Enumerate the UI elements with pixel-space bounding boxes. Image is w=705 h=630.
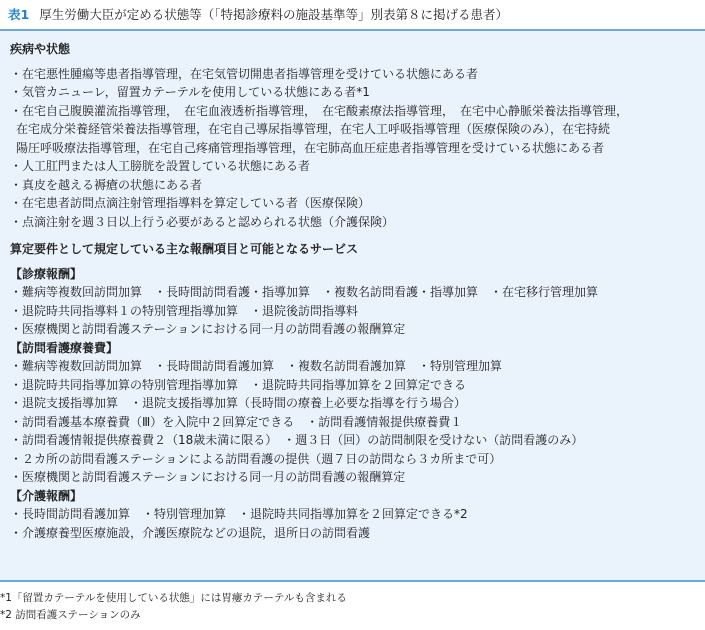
footnotes xyxy=(0,590,347,624)
service-item: ・医療機関と訪問看護ステーションにおける同一月の訪問看護の報酬算定 xyxy=(10,470,406,484)
service-item: ・長時間訪問看護加算 ・特別管理加算 ・退院時共同指導加算を２回算定できる*2 xyxy=(10,507,468,521)
condition-item: ・気管カニューレ，留置カテーテルを使用している状態にある者*1 xyxy=(10,85,370,99)
condition-item: ・点滴注射を週３日以上行う必要があると認められる状態（介護保険） xyxy=(10,214,395,229)
condition-item: ・在宅自己腹膜灌流指導管理， 在宅血液透析指導管理， 在宅酸素療法指導管理， 在宅中心静脈栄養法指導管理， xyxy=(10,103,629,118)
service-item: ・２カ所の訪問看護ステーションによる訪問看護の提供（週７日の訪問なら３カ所まで可） xyxy=(10,451,502,466)
section-title-conditions: 疾病や状態 xyxy=(10,42,71,56)
condition-item: ・真皮を越える褥瘡の状態にある者 xyxy=(10,177,203,192)
table-panel xyxy=(0,31,705,582)
service-item: ・介護療養型医療施設，介護医療院などの退院，退所日の訪問看護 xyxy=(10,525,371,540)
service-item: ・退院時共同指導加算の特別管理指導加算 ・退院時共同指導加算を２回算定できる xyxy=(10,377,467,392)
service-item: ・難病等複数回訪問加算 ・長時間訪問看護・指導加算 ・複数名訪問看護・指導加算 ・在宅移行管理加算 xyxy=(10,285,599,299)
service-item: ・訪問看護基本療養費（Ⅲ）を入院中２回算定できる ・訪問看護情報提供療養費１ xyxy=(10,414,463,429)
group-heading-care-fees: 【介護報酬】 xyxy=(10,488,83,503)
table-title: 厚生労働大臣が定める状態等（「特掲診療料の施設基準等」別表第８に掲げる患者） xyxy=(39,7,508,22)
footnote-2: *2 訪問看護ステーションのみ xyxy=(0,609,141,621)
table-caption xyxy=(8,6,508,24)
service-item: ・訪問看護情報提供療養費２（18歳未満に限る） ・週３日（回）の訪問制限を受けない（訪問看護のみ） xyxy=(10,433,584,447)
service-item: ・難病等複数回訪問加算 ・長時間訪問看護加算 ・複数名訪問看護加算 ・特別管理加算 xyxy=(10,359,503,373)
service-item: ・医療機関と訪問看護ステーションにおける同一月の訪問看護の報酬算定 xyxy=(10,322,406,336)
condition-item: ・人工肛門または人工膀胱を設置している状態にある者 xyxy=(10,159,311,173)
condition-item: ・在宅患者訪問点滴注射管理指導料を算定している者（医療保険） xyxy=(10,196,371,210)
service-item: ・退院時共同指導料１の特別管理指導加算 ・退院後訪問指導料 xyxy=(10,303,359,318)
condition-item: ・在宅悪性腫瘍等患者指導管理，在宅気管切開患者指導管理を受けている状態にある者 xyxy=(10,66,479,81)
table-content xyxy=(10,40,697,542)
group-heading-medical-fees: 【診療報酬】 xyxy=(10,266,83,281)
service-item: ・退院支援指導加算 ・退院支援指導加算（長時間の療養上必要な指導を行う場合） xyxy=(10,396,467,410)
table-number: 表1 xyxy=(8,7,30,22)
condition-item-continuation: 陽圧呼吸療法指導管理，在宅自己疼痛管理指導管理，在宅肺高血圧症患者指導管理を受けている状態にある者 xyxy=(16,140,605,155)
section-title-services: 算定要件として規定している主な報酬項目と可能となるサービス xyxy=(10,242,359,256)
condition-item-continuation: 在宅成分栄養経管栄養法指導管理，在宅自己導尿指導管理，在宅人工呼吸指導管理（医療保険のみ），在宅持続 xyxy=(16,122,611,136)
footnote-1: *1「留置カテーテルを使用している状態」には胃瘻カテーテルも含まれる xyxy=(0,592,347,604)
group-heading-visiting-nursing-fees: 【訪問看護療養費】 xyxy=(10,340,119,355)
